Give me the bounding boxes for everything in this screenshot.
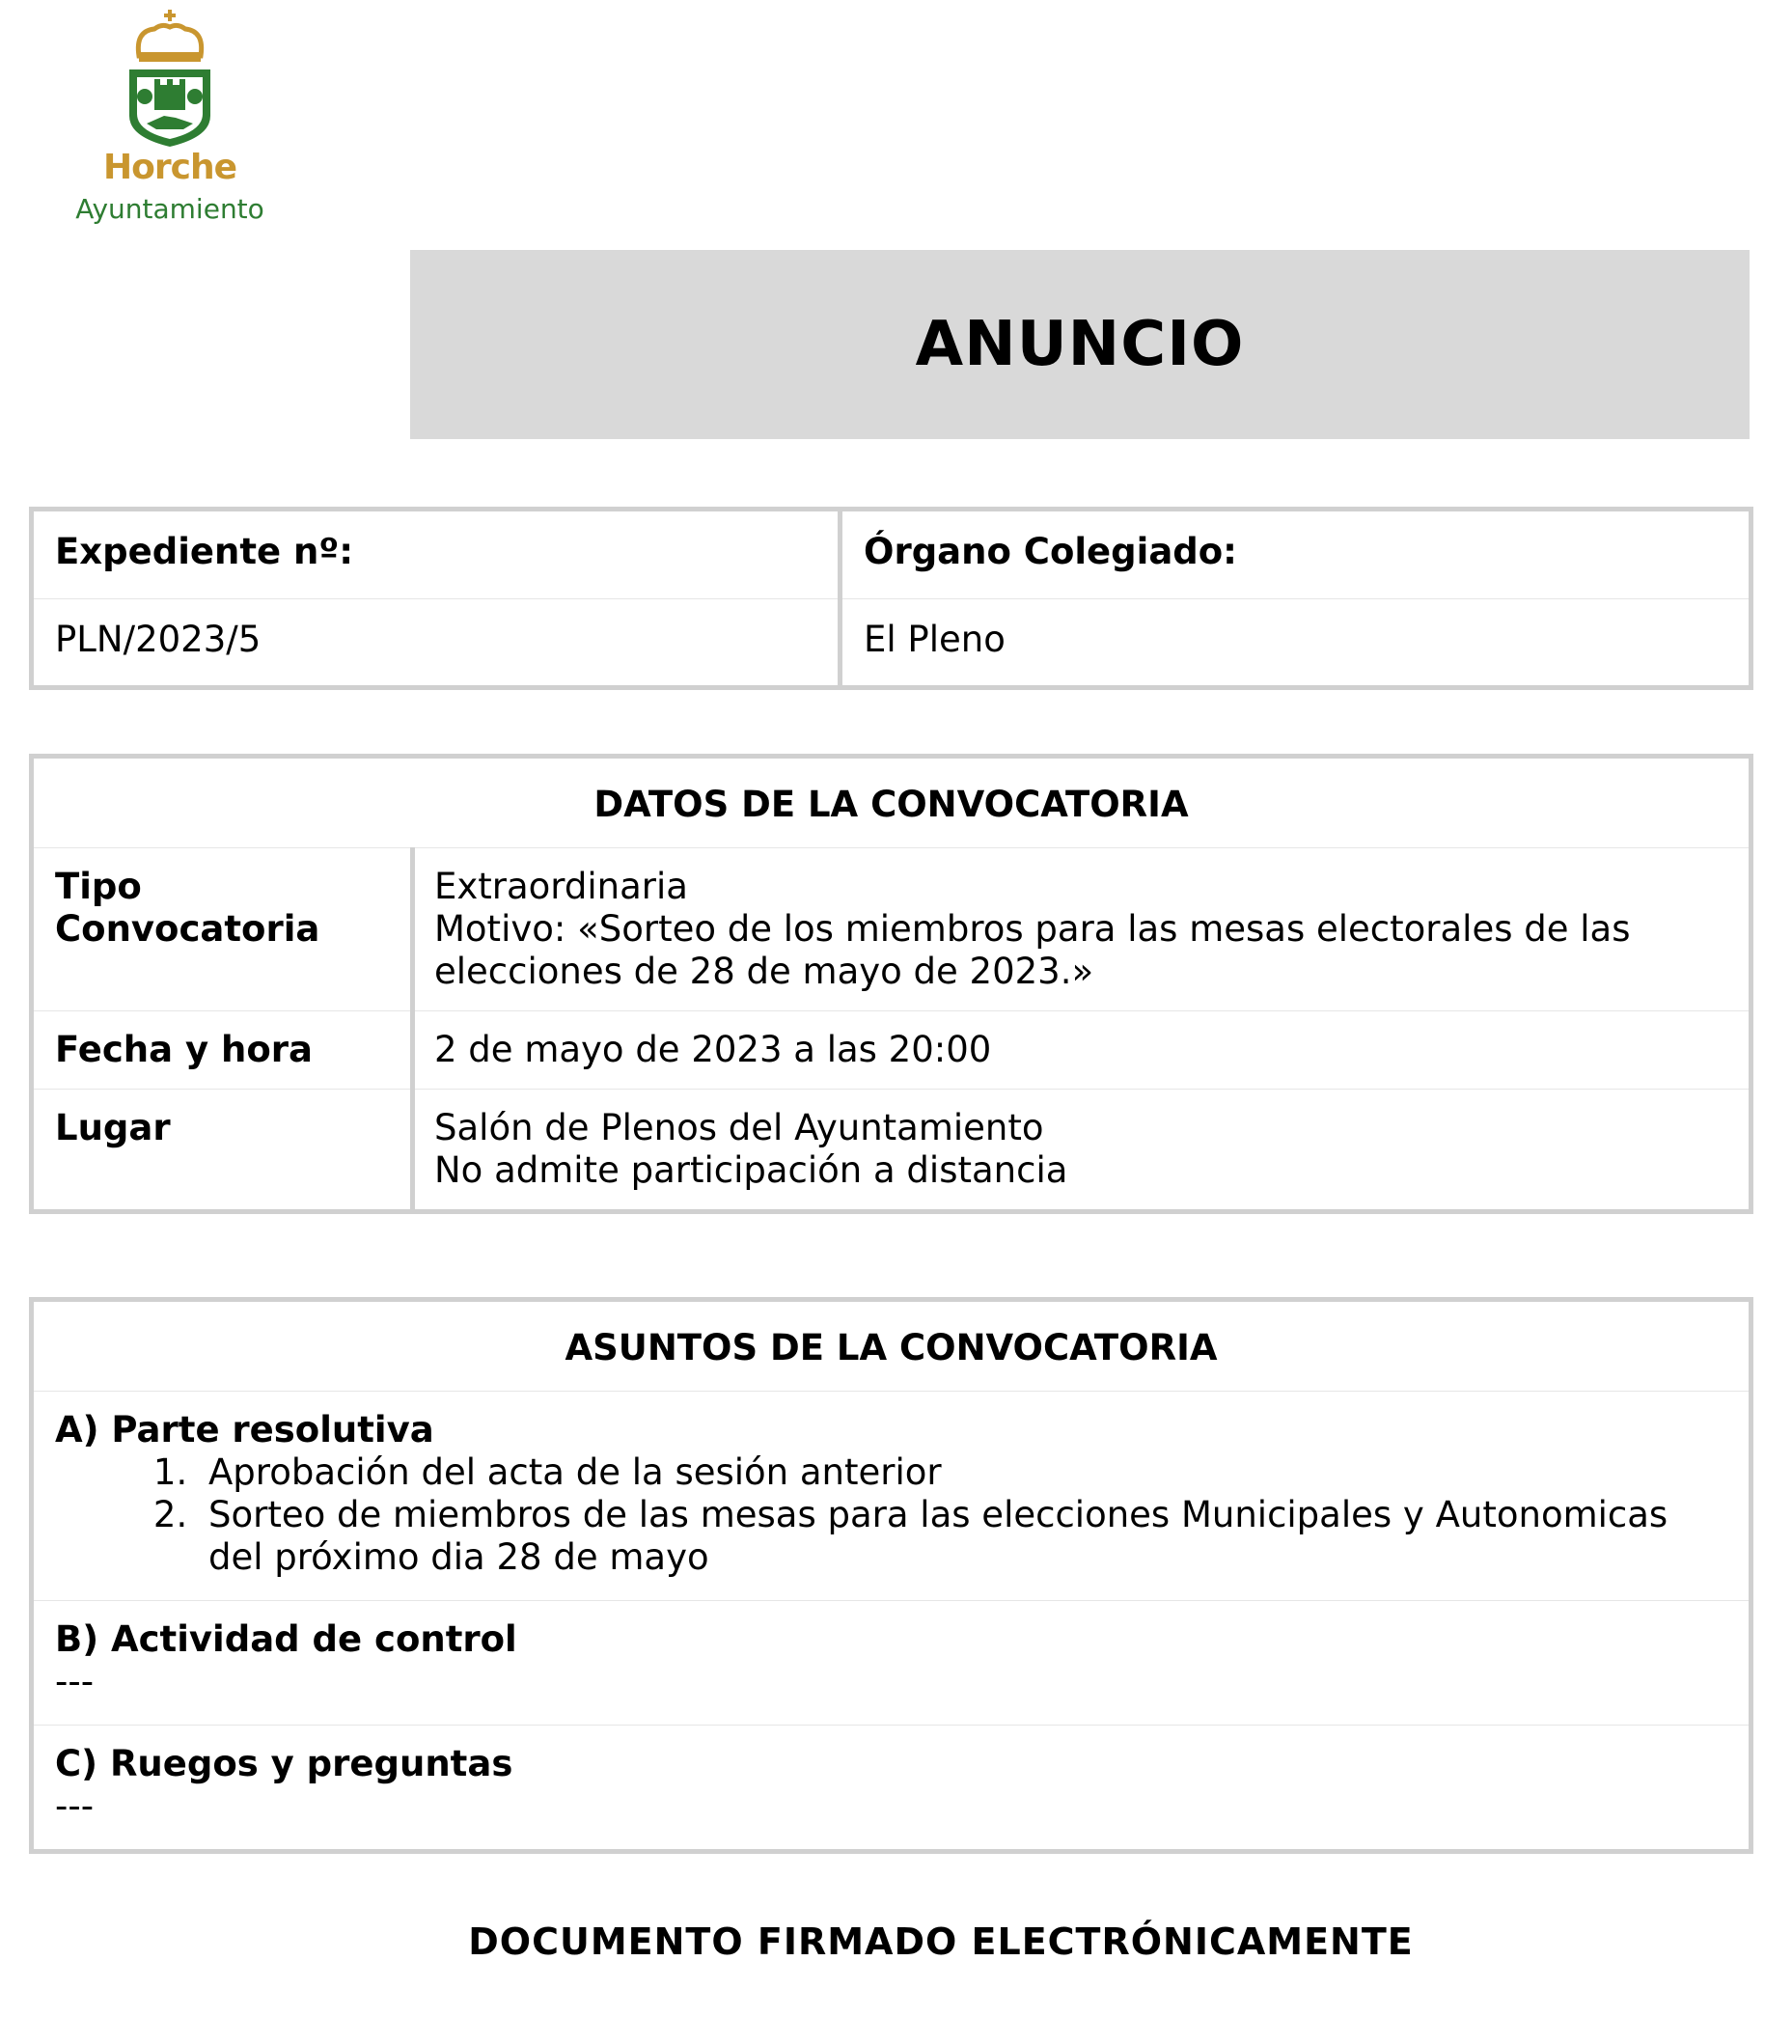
expediente-table [29, 507, 1753, 690]
organo-value: El Pleno [841, 598, 1751, 688]
parte-resolutiva-section [32, 1392, 1751, 1601]
lugar-label: Lugar [32, 1090, 413, 1212]
tipo-convocatoria-value: Extraordinaria [434, 866, 688, 907]
logo-subtitle: Ayuntamiento [75, 193, 264, 225]
expediente-label: Expediente nº: [55, 531, 353, 572]
expediente-value: PLN/2023/5 [32, 598, 841, 688]
ruegos-preguntas-heading: C) Ruegos y preguntas [55, 1743, 513, 1784]
motivo-text: Motivo: «Sorteo de los miembros para las mesas electorales de las elecciones de 28 de mayo de 2023.» [434, 908, 1631, 992]
logo-town-name: Horche [103, 148, 236, 187]
agenda-item: 1. Aprobación del acta de la sesión anterior [199, 1451, 1727, 1494]
document-title: ANUNCIO [915, 309, 1245, 380]
asuntos-convocatoria-table [29, 1297, 1753, 1854]
tipo-convocatoria-label: Tipo Convocatoria [32, 848, 413, 1011]
tipo-convocatoria-cell [413, 848, 1751, 1011]
signature-footer: DOCUMENTO FIRMADO ELECTRÓNICAMENTE [468, 1920, 1414, 1963]
fecha-hora-label: Fecha y hora [32, 1011, 413, 1090]
actividad-control-heading: B) Actividad de control [55, 1618, 517, 1660]
coat-of-arms-icon [125, 10, 214, 147]
asuntos-section-title: ASUNTOS DE LA CONVOCATORIA [565, 1327, 1218, 1368]
actividad-control-section [32, 1601, 1751, 1726]
ruegos-preguntas-section [32, 1726, 1751, 1852]
fecha-hora-value: 2 de mayo de 2023 a las 20:00 [413, 1011, 1751, 1090]
organo-label: Órgano Colegiado: [841, 510, 1751, 599]
lugar-note: No admite participación a distancia [434, 1149, 1068, 1191]
agenda-list [55, 1451, 1727, 1579]
ruegos-preguntas-value: --- [55, 1785, 95, 1827]
agenda-item: 2. Sorteo de miembros de las mesas para las elecciones Municipales y Autonomicas del próximo dia 28 de mayo [199, 1494, 1727, 1579]
actividad-control-value: --- [55, 1661, 95, 1702]
datos-convocatoria-table [29, 754, 1753, 1214]
document-title-banner [410, 250, 1750, 439]
lugar-value: Salón de Plenos del Ayuntamiento [434, 1107, 1044, 1148]
parte-resolutiva-heading: A) Parte resolutiva [55, 1409, 434, 1450]
municipal-logo [68, 10, 280, 225]
datos-section-title: DATOS DE LA CONVOCATORIA [593, 784, 1189, 825]
lugar-cell [413, 1090, 1751, 1212]
